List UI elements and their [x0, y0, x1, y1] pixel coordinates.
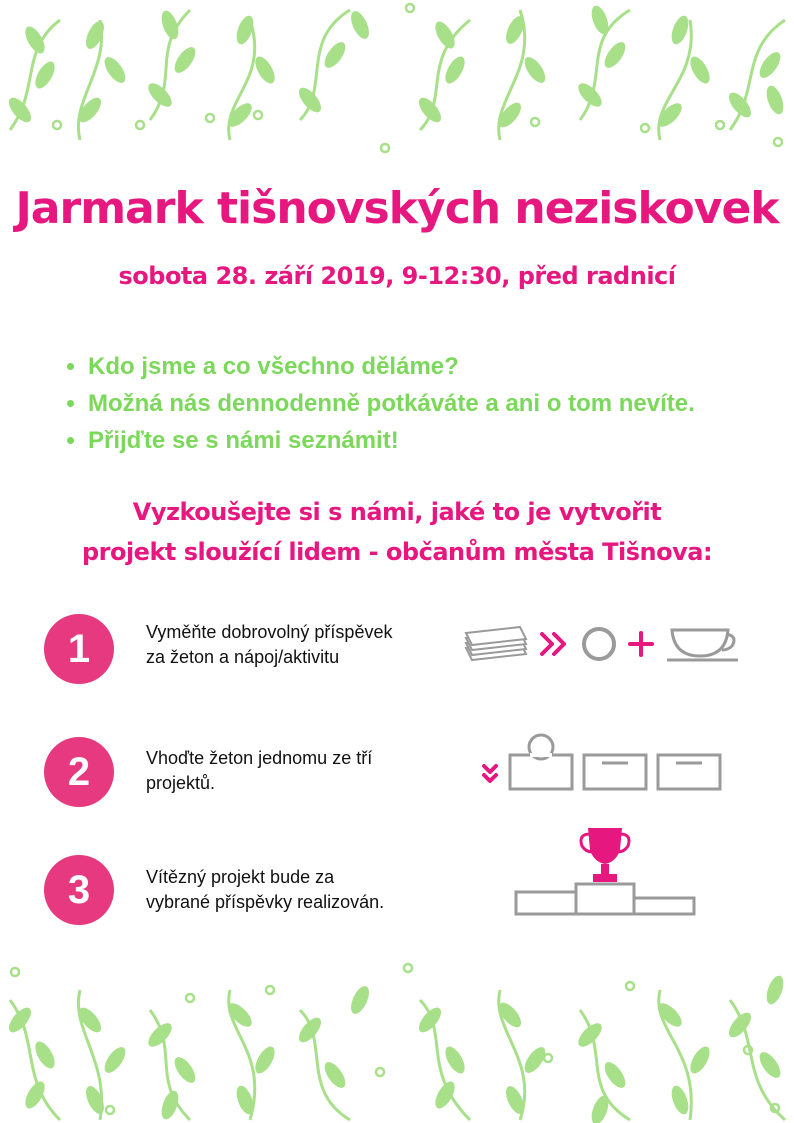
token-boxes-icon	[478, 730, 728, 794]
step-3-text	[146, 865, 416, 915]
step-number-3: 3	[44, 855, 114, 925]
trophy-podium-icon	[510, 824, 700, 920]
step-1-line-1: Vyměňte dobrovolný příspěvek	[146, 622, 393, 642]
step-number-2: 2	[44, 737, 114, 807]
intro-bullet-list	[60, 348, 695, 459]
step-1-line-2: za žeton a nápoj/aktivitu	[146, 647, 340, 667]
step-3-line-1: Vítězný projekt bude za	[146, 867, 335, 887]
step-2-line-1: Vhoďte žeton jednomu ze tří	[146, 748, 373, 768]
bottom-foliage-decoration	[0, 960, 794, 1123]
bullet-item: • Kdo jsme a co všechno děláme?	[88, 348, 695, 385]
step-1-text	[146, 620, 416, 670]
step-3-line-2: vybrané příspěvky realizován.	[146, 892, 385, 912]
money-token-drink-icon	[462, 620, 742, 670]
event-date-subtitle: sobota 28. září 2019, 9-12:30, před radnicí	[118, 262, 676, 290]
bullet-item: • Možná nás dennodenně potkáváte a ani o tom nevíte.	[88, 385, 695, 422]
top-foliage-decoration	[0, 0, 794, 160]
bullet-item: • Přijďte se s námi seznámit!	[88, 422, 695, 459]
step-2-line-2: projektů.	[146, 773, 216, 793]
page-title: Jarmark tišnovských neziskovek	[15, 183, 779, 234]
invite-line-1: Vyzkoušejte si s námi, jaké to je vytvořit	[132, 498, 662, 526]
step-2-text	[146, 746, 416, 796]
invite-line-2: projekt sloužící lidem - občanům města Tišnova:	[81, 538, 713, 566]
step-number-1: 1	[44, 614, 114, 684]
invite-heading	[0, 492, 794, 572]
